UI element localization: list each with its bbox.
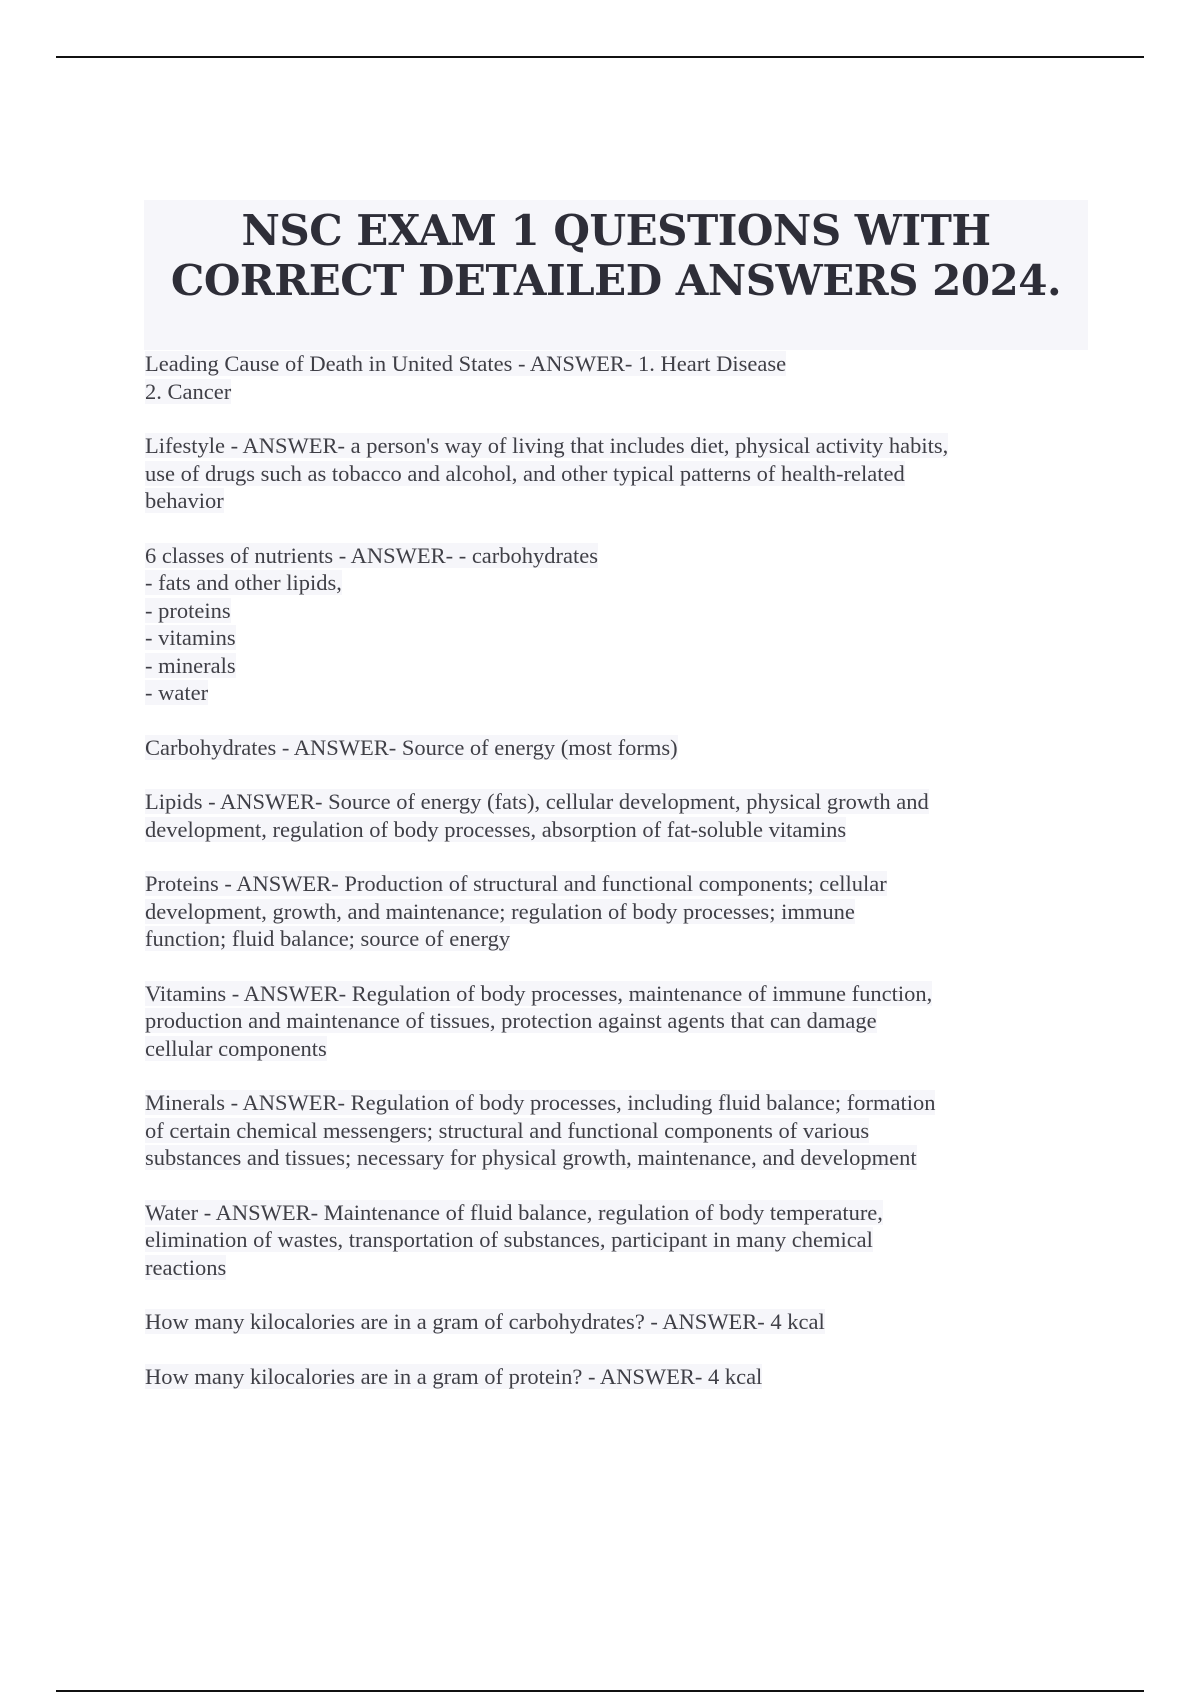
qa-line — [145, 1117, 1085, 1145]
qa-entry — [145, 788, 1085, 843]
qa-line — [145, 1007, 1085, 1035]
qa-line — [145, 432, 1085, 460]
qa-line-text: use of drugs such as tobacco and alcohol, and other typical patterns of health-related — [145, 460, 905, 486]
qa-line — [145, 1308, 1085, 1336]
qa-line — [145, 925, 1085, 953]
qa-entry-text — [145, 432, 1085, 515]
qa-entry-text — [145, 980, 1085, 1063]
qa-line — [145, 1035, 1085, 1063]
qa-line — [145, 1089, 1085, 1117]
qa-line — [145, 1254, 1085, 1282]
qa-line-text: - vitamins — [145, 625, 236, 650]
qa-entry — [145, 1363, 1085, 1391]
qa-line-text: Carbohydrates - ANSWER- Source of energy (most forms) — [145, 734, 678, 760]
qa-line — [145, 734, 1085, 762]
qa-entry — [145, 542, 1085, 707]
qa-line-text: Proteins - ANSWER- Production of structural and functional components; cellular — [145, 871, 887, 896]
qa-line — [145, 1226, 1085, 1254]
qa-line-text: development, growth, and maintenance; regulation of body processes; immune — [145, 898, 855, 924]
qa-line-text: cellular components — [145, 1035, 327, 1061]
qa-entry — [145, 1199, 1085, 1282]
qa-line — [145, 1363, 1085, 1391]
qa-line — [145, 542, 1085, 570]
qa-line — [145, 378, 1085, 406]
qa-entry — [145, 432, 1085, 515]
qa-line-text: 6 classes of nutrients - ANSWER- - carbohydrates — [145, 542, 599, 568]
qa-line-text: Leading Cause of Death in United States - ANSWER- 1. Heart Disease — [145, 351, 787, 376]
qa-line — [145, 569, 1085, 597]
qa-entry-text — [145, 1089, 1085, 1172]
qa-line-text: - fats and other lipids, — [145, 570, 342, 595]
qa-line — [145, 652, 1085, 680]
qa-entry-text — [145, 542, 1085, 707]
qa-entry-text — [145, 350, 1085, 405]
document-title — [144, 200, 1088, 350]
qa-line-text: elimination of wastes, transportation of substances, participant in many chemical — [145, 1227, 873, 1252]
qa-entry — [145, 870, 1085, 953]
qa-line-text: Minerals - ANSWER- Regulation of body processes, including fluid balance; formation — [145, 1090, 936, 1115]
qa-line-text: Lifestyle - ANSWER- a person's way of living that includes diet, physical activity habits, — [145, 433, 949, 458]
qa-line — [145, 1199, 1085, 1227]
qa-line — [145, 679, 1085, 707]
qa-line-text: Water - ANSWER- Maintenance of fluid balance, regulation of body temperature, — [145, 1199, 883, 1225]
qa-line — [145, 788, 1085, 816]
qa-line-text: function; fluid balance; source of energy — [145, 926, 511, 951]
qa-line — [145, 487, 1085, 515]
qa-entry — [145, 734, 1085, 762]
qa-line-text: Vitamins - ANSWER- Regulation of body processes, maintenance of immune function, — [145, 980, 933, 1006]
qa-line — [145, 624, 1085, 652]
top-rule — [56, 56, 1144, 58]
qa-entry-text — [145, 734, 1085, 762]
qa-entry-text — [145, 1363, 1085, 1391]
qa-line — [145, 350, 1085, 378]
qa-line-text: of certain chemical messengers; structural and functional components of various — [145, 1117, 870, 1143]
qa-line-text: - proteins — [145, 597, 231, 623]
qa-line — [145, 898, 1085, 926]
qa-line-text: production and maintenance of tissues, protection against agents that can damage — [145, 1008, 877, 1033]
qa-entry-text — [145, 870, 1085, 953]
qa-line-text: - water — [145, 680, 209, 705]
qa-line-text: Lipids - ANSWER- Source of energy (fats), cellular development, physical growth and — [145, 789, 929, 814]
qa-line-text: development, regulation of body processes, absorption of fat-soluble vitamins — [145, 816, 847, 842]
qa-line-text: reactions — [145, 1254, 227, 1280]
qa-entry — [145, 350, 1085, 405]
qa-line-text: - minerals — [145, 652, 236, 678]
qa-entry — [145, 1089, 1085, 1172]
qa-entry-text — [145, 788, 1085, 843]
qa-line-text: behavior — [145, 488, 224, 513]
qa-entry-text — [145, 1199, 1085, 1282]
qa-line — [145, 816, 1085, 844]
qa-line — [145, 597, 1085, 625]
qa-line-text: How many kilocalories are in a gram of carbohydrates? - ANSWER- 4 kcal — [145, 1309, 825, 1334]
qa-entry-text — [145, 1308, 1085, 1336]
qa-line-text: How many kilocalories are in a gram of protein? - ANSWER- 4 kcal — [145, 1363, 763, 1389]
qa-entry — [145, 980, 1085, 1063]
bottom-rule — [56, 1690, 1144, 1692]
qa-line-text: substances and tissues; necessary for physical growth, maintenance, and development — [145, 1145, 917, 1170]
qa-line — [145, 980, 1085, 1008]
title-line-1: NSC EXAM 1 QUESTIONS WITH — [241, 206, 991, 255]
qa-line — [145, 1144, 1085, 1172]
qa-line — [145, 870, 1085, 898]
qa-entry — [145, 1308, 1085, 1336]
qa-list — [145, 350, 1085, 1417]
qa-line — [145, 460, 1085, 488]
qa-line-text: 2. Cancer — [145, 378, 232, 404]
title-line-2: CORRECT DETAILED ANSWERS 2024. — [170, 256, 1062, 305]
